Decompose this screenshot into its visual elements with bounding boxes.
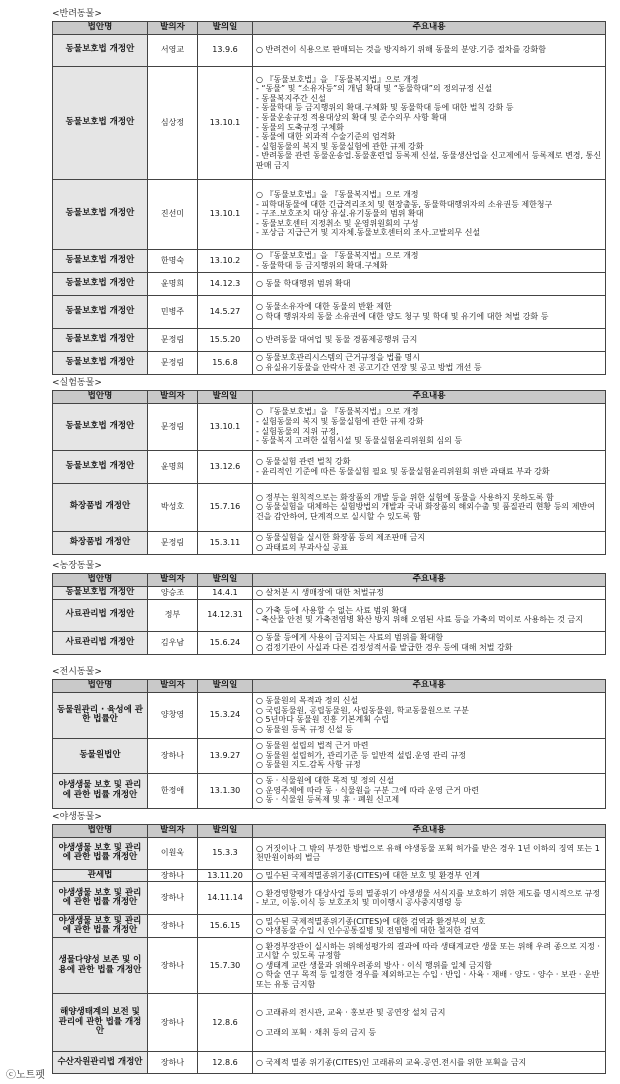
bill-date: 13.1.30 <box>198 773 253 808</box>
content-line: ○ 국제적 멸종 위기종(CITES)인 고래류의 교육.공연.전시를 위한 포획을 금지 <box>256 1057 527 1067</box>
bill-name: 동물보호법 개정안 <box>53 34 148 66</box>
content-line: ○ 정부는 원칙적으로는 화장품의 개발 등을 위한 실험에 동물을 사용하지 못하도록 함 <box>256 492 554 502</box>
bill-proposer: 장하나 <box>148 915 198 938</box>
bill-proposer: 문정림 <box>148 403 198 450</box>
bill-content <box>253 586 606 599</box>
content-line: ○ 가축 등에 사용할 수 없는 사료 범위 확대 <box>256 605 407 615</box>
table-row <box>53 692 606 738</box>
content-line: ○ 국립동물원, 공립동물원, 사립동물원, 학교동물원으로 구분 <box>256 705 469 715</box>
content-line: ○ 동물소유자에 대한 동물의 반환 제한 <box>256 302 392 311</box>
bill-content <box>253 34 606 66</box>
bill-date: 14.4.1 <box>198 586 253 599</box>
table-row <box>53 738 606 773</box>
bill-proposer: 정부 <box>148 599 198 631</box>
bill-name: 생물다양성 보존 및 이용에 관한 법률 개정안 <box>53 938 148 994</box>
table-row <box>53 272 606 295</box>
table-row <box>53 882 606 915</box>
content-line: ○ 과태료의 부과사실 공표 <box>256 542 348 552</box>
content-line: ○ 동물실험을 대체하는 실험방법의 개발과 국내 화장품의 해외수출 및 품질관리 현황 등의 제반여건을 감안하여, 단계적으로 실시할 수 있도록 함 <box>256 502 595 521</box>
content-line: ○ 동물 등에게 사용이 금지되는 사료의 범위를 확대함 <box>256 633 444 642</box>
table-row <box>53 483 606 531</box>
bill-proposer: 장하나 <box>148 994 198 1052</box>
content-line: ○ 학대 행위자의 동물 소유권에 대한 양도 청구 및 학대 및 유기에 대한 처벌 강화 등 <box>256 311 549 321</box>
bill-content <box>253 738 606 773</box>
content-line: ○ 동물실험 관련 벌칙 강화 <box>256 457 351 466</box>
content-line: ○ 5년마다 동물원 진흥 기본계획 수립 <box>256 715 389 725</box>
content-line: ○ 반려견이 식용으로 판매되는 것을 방지하기 위해 동물의 분양.기증 절차를 강화함 <box>256 45 546 55</box>
bill-name: 동물보호법 개정안 <box>53 351 148 374</box>
bill-content <box>253 328 606 351</box>
bill-name: 관세법 <box>53 869 148 882</box>
header-content: 주요내용 <box>253 22 606 35</box>
content-line: ○ 동물원의 목적과 정의 신설 <box>256 695 359 705</box>
header-proposer: 발의자 <box>148 574 198 587</box>
content-line: ○ 야생동물 수입 시 인수공통질병 및 전염병에 대한 철저한 검역 <box>256 926 480 936</box>
content-line: - 축산물 안전 및 가축전염병 확산 방지 위해 오염된 사료 등을 가축의 먹이로 사용하는 것 금지 <box>256 615 583 625</box>
header-date: 발의일 <box>198 825 253 838</box>
content-line: - 동물운송규정 적용대상의 확대 및 준수의무 사항 확대 <box>256 113 447 122</box>
bill-name: 동물보호법 개정안 <box>53 450 148 483</box>
table-row <box>53 915 606 938</box>
bill-date: 15.3.3 <box>198 837 253 869</box>
bill-table <box>52 21 606 375</box>
section-title: <야생동물> <box>52 812 102 822</box>
bill-name: 해양생태계의 보전 및 관리에 관한 법률 개정안 <box>53 994 148 1052</box>
table-row <box>53 351 606 374</box>
content-line: ○ 동 · 식물원에 대한 목적 및 정의 신설 <box>256 776 395 786</box>
bill-proposer: 서영교 <box>148 34 198 66</box>
bill-proposer: 장하나 <box>148 869 198 882</box>
table-row <box>53 599 606 631</box>
bill-content <box>253 882 606 915</box>
bill-table <box>52 679 606 809</box>
header-content: 주요내용 <box>253 680 606 693</box>
content-line: ○ 동물실험을 실시한 화장품 등의 제조판매 금지 <box>256 533 426 542</box>
bill-date: 15.5.20 <box>198 328 253 351</box>
table-header <box>53 22 606 35</box>
content-line: ○ 생태계 교란 생물과 위해우려종의 방사 · 이식 행위를 일체 금지함 <box>256 960 492 970</box>
bill-name: 동물보호법 개정안 <box>53 586 148 599</box>
bill-date: 12.8.6 <box>198 994 253 1052</box>
bill-content <box>253 869 606 882</box>
bill-date: 15.6.24 <box>198 631 253 654</box>
content-line: ○ 동 · 식물원 등록제 및 휴 · 폐원 신고제 <box>256 795 400 805</box>
bill-date: 13.10.1 <box>198 403 253 450</box>
bill-proposer: 한명숙 <box>148 249 198 272</box>
content-line: - 실험동물의 복지 및 동물실험에 관한 규제 강화 <box>256 141 424 151</box>
bill-name: 야생생물 보호 및 관리에 관한 법률 개정안 <box>53 915 148 938</box>
bill-name: 동물보호법 개정안 <box>53 328 148 351</box>
bill-date: 15.3.11 <box>198 531 253 554</box>
header-date: 발의일 <box>198 391 253 404</box>
bill-content <box>253 837 606 869</box>
section-title: <전시동물> <box>52 667 102 677</box>
content-line: - 포상금 지급근거 및 지자체.동물보호센터의 조사.고발의무 신설 <box>256 228 481 238</box>
table-header <box>53 680 606 693</box>
bill-name: 사료관리법 개정안 <box>53 599 148 631</box>
bill-content <box>253 994 606 1052</box>
content-line: - 동물복지 고려한 실험시설 및 동물실험윤리위원회 심의 등 <box>256 436 463 446</box>
bill-content <box>253 599 606 631</box>
bill-proposer: 문정림 <box>148 531 198 554</box>
bill-table <box>52 824 606 1074</box>
content-line: ○ 운영주체에 따라 동 · 식물원을 구분 그에 따라 운영 근거 마련 <box>256 785 479 795</box>
content-line: ○ 『동물보호법』을 『동물복지법』으로 개정 <box>256 251 419 260</box>
section-title: <실험동물> <box>52 378 102 388</box>
bill-content <box>253 179 606 249</box>
table-row <box>53 450 606 483</box>
bill-date: 15.6.15 <box>198 915 253 938</box>
content-line: ○ 환경영향평가 대상사업 등의 멸종위기 야생생물 서식지를 보호하기 위한 제도를 명시적으로 규정 <box>256 888 601 898</box>
bill-date: 14.12.3 <box>198 272 253 295</box>
bill-content <box>253 351 606 374</box>
content-line: ○ 『동물보호법』을 『동물복지법』으로 개정 <box>256 190 419 200</box>
content-line: ○ 동물 학대행위 범위 확대 <box>256 278 351 288</box>
bill-name: 동물원관리 · 육성에 관한 법률안 <box>53 692 148 738</box>
bill-table <box>52 390 606 555</box>
content-line: - 구조.보호조치 대상 유실.유기동물의 범위 확대 <box>256 209 424 219</box>
content-line: ○ 살처분 시 생매장에 대한 처벌규정 <box>256 587 384 597</box>
section-title: <반려동물> <box>52 9 102 19</box>
content-line: ○ 거짓이나 그 밖의 부정한 방법으로 유해 야생동물 포획 허가를 받은 경우 1년 이하의 징역 또는 1천만원이하의 벌금 <box>256 843 600 863</box>
bill-name: 동물보호법 개정안 <box>53 272 148 295</box>
table-row <box>53 869 606 882</box>
content-line: ○ 동물보호관리시스템의 근거규정을 법률 명시 <box>256 353 420 362</box>
bill-name: 야생생물 보호 및 관리에 관한 법률 개정안 <box>53 773 148 808</box>
header-name: 법안명 <box>53 22 148 35</box>
content-line: ○ 동물원 설립허가, 관리기준 등 일반적 설립.운영 관리 규정 <box>256 750 467 760</box>
header-proposer: 발의자 <box>148 680 198 693</box>
header-content: 주요내용 <box>253 825 606 838</box>
bill-name: 사료관리법 개정안 <box>53 631 148 654</box>
section-lab <box>52 378 606 555</box>
bill-date: 13.12.6 <box>198 450 253 483</box>
bill-content <box>253 295 606 328</box>
content-line: - 동물복지주간 신설 <box>256 93 326 103</box>
table-row <box>53 837 606 869</box>
content-line <box>256 1018 602 1028</box>
table-header <box>53 825 606 838</box>
bill-content <box>253 66 606 179</box>
bill-proposer: 장하나 <box>148 738 198 773</box>
bill-content <box>253 450 606 483</box>
bill-date: 15.3.24 <box>198 692 253 738</box>
content-line: ○ 고래류의 전시관, 교육 · 홍보관 및 공연장 설치 금지 <box>256 1008 446 1018</box>
content-line: ○ 학술 연구 목적 등 일정한 경우를 제외하고는 수입 · 반입 · 사육 · 재배 · 양도 · 양수 · 보관 · 운반 또는 유통 금지함 <box>256 970 600 990</box>
header-content: 주요내용 <box>253 391 606 404</box>
header-proposer: 발의자 <box>148 22 198 35</box>
section-exhibition <box>52 667 606 809</box>
bill-proposer: 장하나 <box>148 938 198 994</box>
bill-content <box>253 272 606 295</box>
content-line: - “동물” 및 “소유자등”의 개념 확대 및 “동물학대”의 정의규정 신설 <box>256 84 493 94</box>
bill-proposer: 김우남 <box>148 631 198 654</box>
content-line: - 동물학대 등 금지행위의 확대.구체화 <box>256 260 388 270</box>
bill-proposer: 양승조 <box>148 586 198 599</box>
table-row <box>53 249 606 272</box>
section-farm <box>52 561 606 655</box>
content-line: ○ 고래의 포획 · 채취 등의 금지 등 <box>256 1027 377 1037</box>
table-header <box>53 391 606 404</box>
content-line: ○ 반려동물 대여업 및 동물 경품제공행위 금지 <box>256 334 418 344</box>
content-line: ○ 유실유기동물을 안락사 전 공고기간 연장 및 공고 방법 개선 등 <box>256 362 482 372</box>
content-line: - 윤리적인 기준에 따른 동물실험 필요 및 동물실험윤리위원회 위반 과태료 부과 강화 <box>256 466 550 476</box>
content-line: - 피학대동물에 대한 긴급격리조치 및 현장출동, 동물학대행위자의 소유권등 제한청구 <box>256 199 553 209</box>
header-date: 발의일 <box>198 680 253 693</box>
bill-content <box>253 938 606 994</box>
bill-date: 14.11.14 <box>198 882 253 915</box>
bill-name: 동물보호법 개정안 <box>53 66 148 179</box>
content-line: ○ 동물원 지도.감독 사항 규정 <box>256 760 361 770</box>
bill-name: 동물원법안 <box>53 738 148 773</box>
bill-date: 15.7.30 <box>198 938 253 994</box>
bill-content <box>253 1052 606 1074</box>
bill-date: 12.8.6 <box>198 1052 253 1074</box>
content-line: - 보고, 이동.이식 등 보호조치 및 미이행시 공사중지명령 등 <box>256 898 463 908</box>
bill-date: 13.10.1 <box>198 66 253 179</box>
bill-content <box>253 773 606 808</box>
bill-name: 화장품법 개정안 <box>53 483 148 531</box>
bill-proposer: 장하나 <box>148 882 198 915</box>
bill-proposer: 윤명희 <box>148 272 198 295</box>
content-line: ○ 『동물보호법』을 『동물복지법』으로 개정 <box>256 74 419 84</box>
bill-proposer: 진선미 <box>148 179 198 249</box>
bill-content <box>253 631 606 654</box>
bill-name: 수산자원관리법 개정안 <box>53 1052 148 1074</box>
header-proposer: 발의자 <box>148 391 198 404</box>
bill-name: 야생생물 보호 및 관리에 관한 법률 개정안 <box>53 837 148 869</box>
bill-name: 동물보호법 개정안 <box>53 179 148 249</box>
bill-date: 13.10.1 <box>198 179 253 249</box>
content-line: - 동물학대 등 금지행위의 확대.구체화 및 동물학대 등에 대한 벌칙 강화 등 <box>256 103 514 113</box>
table-row <box>53 586 606 599</box>
header-name: 법안명 <box>53 825 148 838</box>
bill-table <box>52 573 606 655</box>
bill-date: 13.10.2 <box>198 249 253 272</box>
bill-content <box>253 531 606 554</box>
section-companion <box>52 9 606 375</box>
bill-content <box>253 483 606 531</box>
content-line: ○ 검정기관이 사실과 다른 검정성적서를 발급한 경우 등에 대해 처벌 강화 <box>256 642 513 652</box>
bill-name: 동물보호법 개정안 <box>53 295 148 328</box>
bill-proposer: 박성호 <box>148 483 198 531</box>
bill-name: 화장품법 개정안 <box>53 531 148 554</box>
bill-content <box>253 249 606 272</box>
table-row <box>53 531 606 554</box>
content-line: - 동물에 대한 외과적 수술기준의 엄격화 <box>256 132 396 142</box>
bill-proposer: 이원욱 <box>148 837 198 869</box>
table-row <box>53 1052 606 1074</box>
bill-proposer: 문정림 <box>148 328 198 351</box>
content-line: - 실험동물의 복지 및 동물실험에 관한 규제 강화 <box>256 417 424 426</box>
bill-date: 15.6.8 <box>198 351 253 374</box>
bill-date: 13.9.6 <box>198 34 253 66</box>
table-row <box>53 403 606 450</box>
bill-proposer: 심상정 <box>148 66 198 179</box>
bill-date: 14.5.27 <box>198 295 253 328</box>
content-line: - 반려동물 관련 동물운송업.동물훈련업 등록제 신설, 동물생산업을 신고제에서 등록제로 변경, 통신판매 금지 <box>256 151 602 170</box>
bill-proposer: 문정림 <box>148 351 198 374</box>
content-line: ○ 『동물보호법』을 『동물복지법』으로 개정 <box>256 407 419 417</box>
header-name: 법안명 <box>53 680 148 693</box>
content-line: ○ 환경부장관이 실시하는 위해성평가의 결과에 따라 생태계교란 생물 또는 위해 우려 종으로 지정 · 고시할 수 있도록 규정함 <box>256 941 600 961</box>
table-row <box>53 66 606 179</box>
content-line: ○ 동물원 설립의 법적 근거 마련 <box>256 741 369 751</box>
bill-date: 14.12.31 <box>198 599 253 631</box>
bill-date: 13.9.27 <box>198 738 253 773</box>
header-date: 발의일 <box>198 22 253 35</box>
bill-proposer: 민병주 <box>148 295 198 328</box>
table-row <box>53 179 606 249</box>
table-row <box>53 994 606 1052</box>
bill-content <box>253 403 606 450</box>
bill-proposer: 양창영 <box>148 692 198 738</box>
header-content: 주요내용 <box>253 574 606 587</box>
bill-proposer: 한정애 <box>148 773 198 808</box>
content-line: - 실험동물의 지위 규정, <box>256 426 339 436</box>
bill-proposer: 장하나 <box>148 1052 198 1074</box>
content-line: ○ 동물원 등록 규정 신설 등 <box>256 724 353 734</box>
bill-content <box>253 692 606 738</box>
table-row <box>53 938 606 994</box>
table-row <box>53 773 606 808</box>
content-line: ○ 밀수된 국제적멸종위기종(CITES)에 대한 검역과 환경부의 보호 <box>256 916 486 926</box>
table-row <box>53 631 606 654</box>
bill-content <box>253 915 606 938</box>
table-header <box>53 574 606 587</box>
bill-name: 야생생물 보호 및 관리에 관한 법률 개정안 <box>53 882 148 915</box>
header-name: 법안명 <box>53 574 148 587</box>
header-proposer: 발의자 <box>148 825 198 838</box>
bill-name: 동물보호법 개정안 <box>53 403 148 450</box>
header-name: 법안명 <box>53 391 148 404</box>
bill-date: 15.7.16 <box>198 483 253 531</box>
watermark: ⓒ노트펫 <box>6 1070 45 1081</box>
bill-date: 13.11.20 <box>198 869 253 882</box>
bill-name: 동물보호법 개정안 <box>53 249 148 272</box>
table-row <box>53 328 606 351</box>
table-row <box>53 295 606 328</box>
content-line: - 동물보호센터 지정취소 및 운영위원회의 구성 <box>256 218 419 228</box>
bill-proposer: 윤명희 <box>148 450 198 483</box>
table-row <box>53 34 606 66</box>
header-date: 발의일 <box>198 574 253 587</box>
section-wildlife <box>52 812 606 1074</box>
section-title: <농장동물> <box>52 561 102 571</box>
content-line: ○ 밀수된 국제적멸종위기종(CITES)에 대한 보호 및 환경부 인계 <box>256 870 481 880</box>
content-line: - 동물의 도축규정 구체화 <box>256 122 344 132</box>
